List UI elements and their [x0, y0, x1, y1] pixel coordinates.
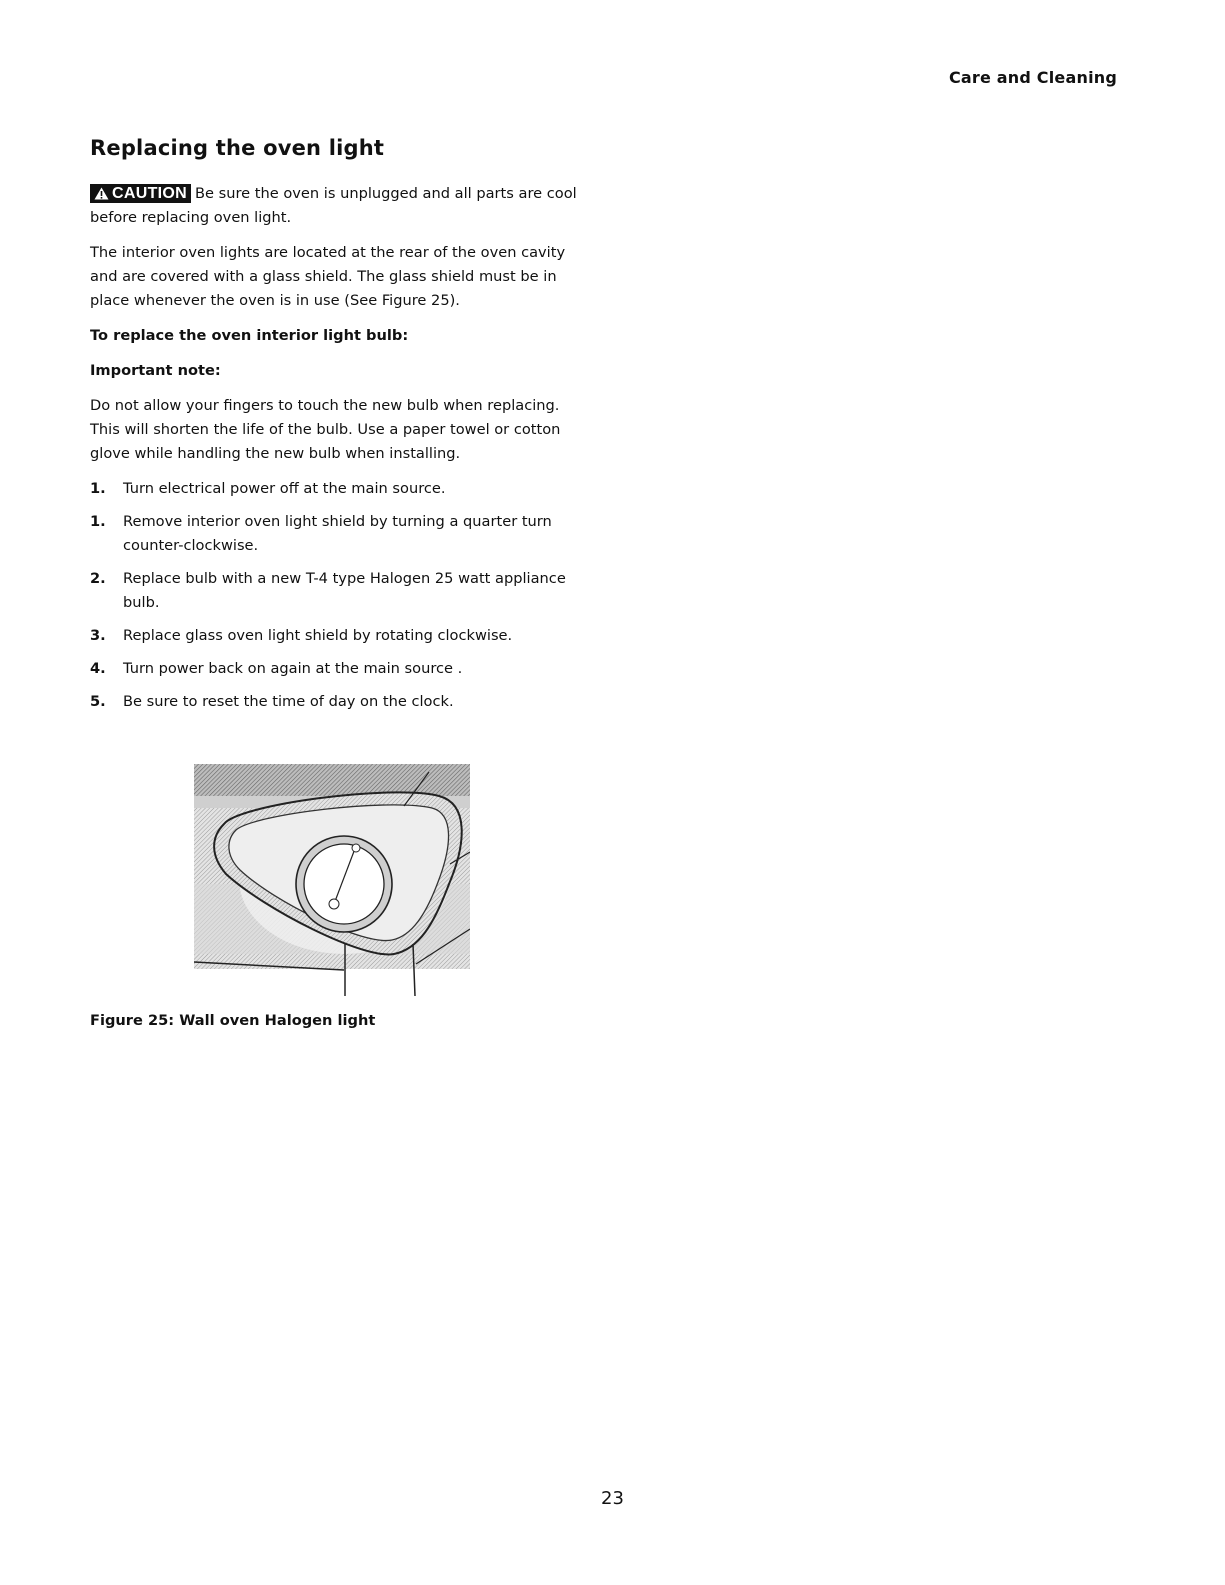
list-item [90, 624, 590, 648]
step-text: Turn power back on again at the main source . [123, 660, 463, 677]
list-item [90, 567, 590, 615]
step-text: Be sure to reset the time of day on the clock. [123, 693, 454, 710]
step-number: 2. [90, 570, 106, 587]
list-item [90, 657, 590, 681]
step-number: 1. [90, 513, 106, 530]
step-number: 5. [90, 693, 106, 710]
page-number: 23 [601, 1488, 624, 1509]
intro-paragraph: The interior oven lights are located at the rear of the oven cavity and are covered with a glass shield. The glass shield must be in place whenever the oven is in use (See Figure 25). [90, 244, 566, 309]
warning-triangle-icon [94, 187, 109, 200]
step-number: 3. [90, 627, 106, 644]
halogen-light-illustration [194, 764, 470, 996]
section-header: Care and Cleaning [948, 68, 1117, 87]
figure-caption: Figure 25: Wall oven Halogen light [90, 1012, 376, 1029]
caution-label: CAUTION [112, 184, 187, 202]
step-number: 1. [90, 480, 106, 497]
caution-paragraph [90, 182, 590, 230]
step-text: Remove interior oven light shield by turning a quarter turn counter-clockwise. [123, 513, 552, 554]
list-item [90, 477, 590, 501]
caution-badge [90, 184, 191, 203]
step-text: Replace glass oven light shield by rotating clockwise. [123, 627, 513, 644]
step-number: 4. [90, 660, 106, 677]
procedure-heading: To replace the oven interior light bulb: [90, 327, 409, 344]
list-item [90, 690, 590, 714]
steps-list [90, 477, 590, 714]
page-title: Replacing the oven light [90, 136, 385, 160]
important-note-heading: Important note: [90, 362, 221, 379]
important-note-text: Do not allow your fingers to touch the new bulb when replacing. This will shorten the life of the bulb. Use a paper towel or cotton glove while handling the new bulb when installing. [90, 397, 561, 462]
step-text: Turn electrical power off at the main source. [123, 480, 446, 497]
step-text: Replace bulb with a new T-4 type Halogen 25 watt appliance bulb. [123, 570, 566, 611]
list-item [90, 510, 590, 558]
caution-text: Be sure the oven is unplugged and all parts are cool before replacing oven light. [90, 185, 577, 226]
main-content [90, 136, 590, 723]
